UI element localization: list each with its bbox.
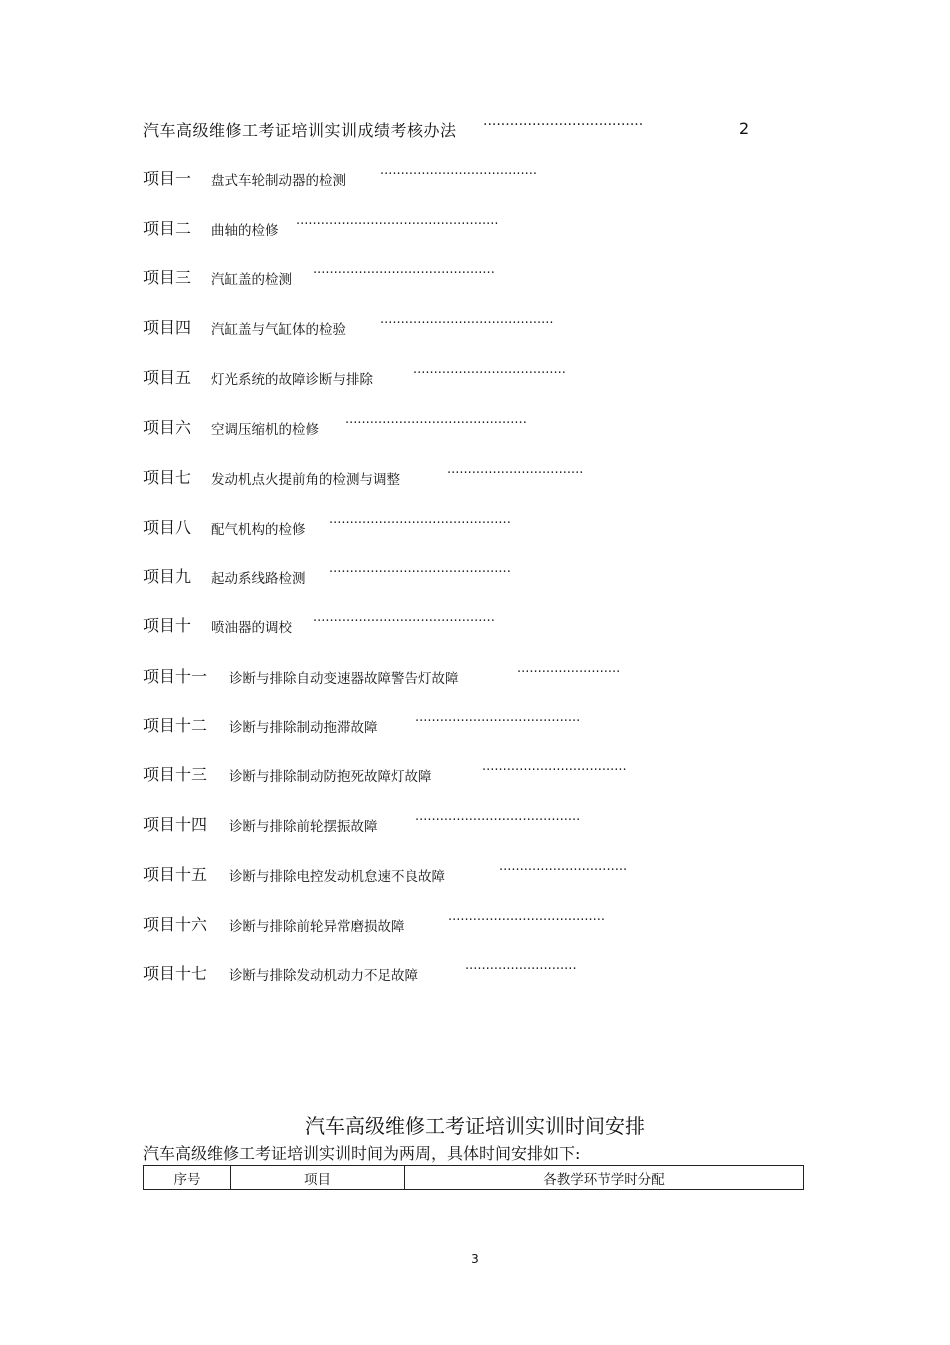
toc-leader-dots: ········································ <box>415 813 581 828</box>
toc-leader-dots: ············································ <box>329 565 511 580</box>
toc-entry-number: 项目十五 <box>143 865 208 884</box>
toc-entry-number: 项目一 <box>143 169 192 188</box>
toc-entry-title: 诊断与排除电控发动机怠速不良故障 <box>229 869 445 885</box>
toc-entry-number: 项目六 <box>143 418 192 437</box>
toc-entry-title: 汽缸盖与气缸体的检验 <box>211 322 346 338</box>
toc-leader-dots: ································· <box>447 466 584 481</box>
toc-entry-number: 项目七 <box>143 468 192 487</box>
intro-text: 汽车高级维修工考证培训实训时间为两周，具体时间安排如下: <box>143 1144 581 1163</box>
toc-entry-title: 发动机点火提前角的检测与调整 <box>211 472 400 488</box>
toc-entry-title: 配气机构的检修 <box>211 522 306 538</box>
toc-entry-assessment <box>143 118 753 142</box>
toc-page-number: 2 <box>739 119 750 138</box>
toc-entry-number: 项目四 <box>143 318 192 337</box>
toc-leader-dots: ············································ <box>313 266 495 281</box>
toc-leader-dots: ······························· <box>499 863 628 878</box>
toc-leader-dots: ············································ <box>345 416 527 431</box>
toc-leader-dots: ···································· <box>483 117 644 133</box>
toc-entry-number: 项目十六 <box>143 915 208 934</box>
toc-entry-number: 项目二 <box>143 219 192 238</box>
toc-entry-number: 项目八 <box>143 518 192 537</box>
toc-entry-number: 项目三 <box>143 268 192 287</box>
toc-entry-title: 曲轴的检修 <box>211 223 279 239</box>
toc-entry-title: 喷油器的调校 <box>211 620 292 636</box>
toc-leader-dots: ······································ <box>448 913 606 928</box>
toc-entry-title: 诊断与排除前轮摆振故障 <box>229 819 378 835</box>
toc-entry-title: 诊断与排除自动变速器故障警告灯故障 <box>229 671 459 687</box>
toc-leader-dots: ·········································· <box>380 316 554 331</box>
toc-entry-title: 空调压缩机的检修 <box>211 422 319 438</box>
toc-entry-title: 汽车高级维修工考证培训实训成绩考核办法 <box>143 121 457 140</box>
toc-leader-dots: ················································· <box>296 217 499 232</box>
toc-entry-title: 诊断与排除制动防抱死故障灯故障 <box>229 769 432 785</box>
toc-entry-title: 诊断与排除制动拖滞故障 <box>229 720 378 736</box>
toc-leader-dots: ········································ <box>415 714 581 729</box>
section-title: 汽车高级维修工考证培训实训时间安排 <box>305 1114 645 1138</box>
column-header-project: 项目 <box>231 1166 405 1190</box>
toc-entry-title: 汽缸盖的检测 <box>211 272 292 288</box>
toc-entry-number: 项目十二 <box>143 716 208 735</box>
toc-leader-dots: ························· <box>517 665 621 680</box>
toc-entry-title: 起动系线路检测 <box>211 571 306 587</box>
toc-entry-title: 盘式车轮制动器的检测 <box>211 173 346 189</box>
schedule-table <box>143 1165 804 1190</box>
toc-entry-title: 灯光系统的故障诊断与排除 <box>211 372 373 388</box>
toc-entry-number: 项目十七 <box>143 964 208 983</box>
toc-entry-number: 项目十四 <box>143 815 208 834</box>
toc-entry-number: 项目九 <box>143 567 192 586</box>
toc-entry-title: 诊断与排除发动机动力不足故障 <box>229 968 418 984</box>
toc-entry-number: 项目十一 <box>143 667 208 686</box>
toc-leader-dots: ······································ <box>380 167 538 182</box>
column-header-index: 序号 <box>144 1166 231 1190</box>
toc-entry-number: 项目十 <box>143 616 192 635</box>
toc-leader-dots: ··························· <box>465 962 577 977</box>
table-header-row <box>144 1166 804 1190</box>
toc-leader-dots: ············································ <box>329 516 511 531</box>
toc-leader-dots: ····································· <box>413 366 566 381</box>
toc-entry-number: 项目十三 <box>143 765 208 784</box>
toc-leader-dots: ··································· <box>482 763 627 778</box>
page-number: 3 <box>471 1252 479 1266</box>
column-header-hours: 各教学环节学时分配 <box>405 1166 804 1190</box>
toc-leader-dots: ············································ <box>313 614 495 629</box>
toc-entry-number: 项目五 <box>143 368 192 387</box>
toc-entry-title: 诊断与排除前轮异常磨损故障 <box>229 919 405 935</box>
